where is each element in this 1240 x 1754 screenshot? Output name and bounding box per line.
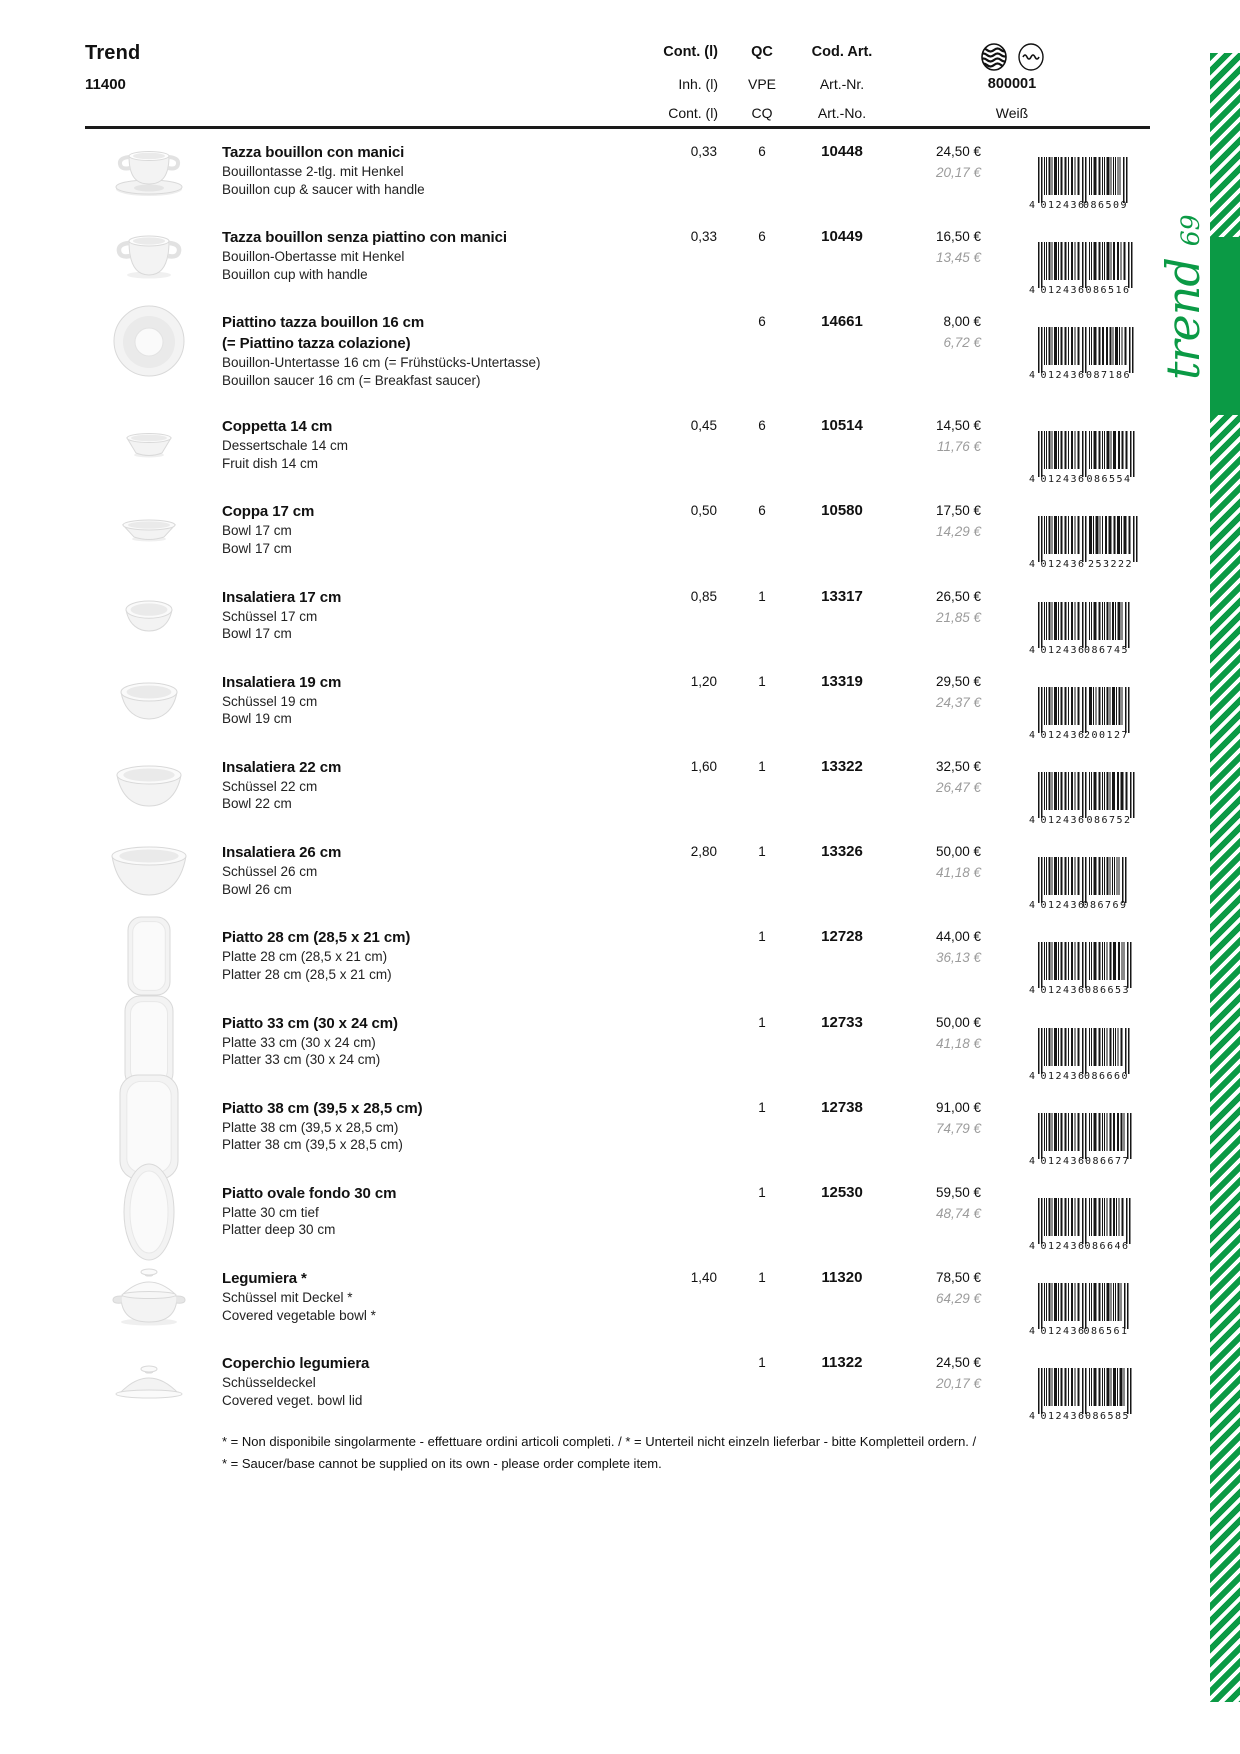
product-desc-de: Platte 38 cm (39,5 x 28,5 cm) xyxy=(222,1119,399,1135)
product-row xyxy=(0,1353,1240,1433)
salad-bowl-26-image xyxy=(85,838,212,904)
article-number-value: 12733 xyxy=(821,1013,863,1031)
price-eur: 17,50 € xyxy=(935,503,981,519)
column-header-qc-en: CQ xyxy=(751,105,773,121)
ean-barcode xyxy=(1028,941,1146,1000)
column-header-qc-de: VPE xyxy=(747,76,776,92)
product-desc-de: Bowl 17 cm xyxy=(222,523,292,539)
product-desc-en: Bouillon saucer 16 cm (= Breakfast saucer) xyxy=(222,372,481,388)
product-desc-en: Platter 28 cm (28,5 x 21 cm) xyxy=(222,966,392,982)
svg-text:4: 4 xyxy=(1028,285,1035,296)
price-alt-eur: 11,76 € xyxy=(936,439,981,455)
article-number-value: 14661 xyxy=(821,313,863,331)
salad-bowl-17-image xyxy=(85,583,212,649)
product-name: Tazza bouillon con manici xyxy=(222,144,405,161)
price-eur: 29,50 € xyxy=(935,673,981,689)
price-alt-eur: 13,45 € xyxy=(935,250,981,266)
svg-text:4: 4 xyxy=(1028,644,1035,655)
svg-text:012436: 012436 xyxy=(1040,985,1086,996)
product-row xyxy=(0,312,1240,392)
pack-quantity-value: 1 xyxy=(758,1355,766,1371)
product-desc-en: Bowl 19 cm xyxy=(222,711,292,727)
product-row xyxy=(0,672,1240,752)
price-alt-eur: 21,85 € xyxy=(935,609,981,625)
column-header-cod-en: Art.-No. xyxy=(817,105,867,121)
footnote xyxy=(222,1431,976,1475)
product-desc-de: Schüsseldeckel xyxy=(222,1375,316,1391)
product-name: Piatto 38 cm (39,5 x 28,5 cm) xyxy=(222,1099,423,1117)
product-desc-de: Schüssel 17 cm xyxy=(222,608,318,624)
product-desc-en: Bowl 26 cm xyxy=(222,881,292,897)
footnote-line-1: * = Non disponibile singolarmente - effettuare ordini articoli completi. / * = Unterteil nicht einzeln lieferbar - bitte Kompletteil ordern. / xyxy=(222,1434,977,1449)
price-eur: 16,50 € xyxy=(935,229,981,245)
product-desc-en: Bowl 17 cm xyxy=(222,626,292,641)
svg-text:012436: 012436 xyxy=(1040,644,1086,655)
svg-text:4: 4 xyxy=(1028,370,1035,381)
svg-text:086660: 086660 xyxy=(1083,1070,1130,1081)
sidebar-stripes-bottom xyxy=(1210,415,1240,1702)
price-alt-eur: 20,17 € xyxy=(935,1376,981,1392)
price-eur: 32,50 € xyxy=(935,758,981,774)
sidebar-series-label xyxy=(1156,214,1210,380)
svg-text:253222: 253222 xyxy=(1087,559,1134,570)
product-name: Insalatiera 19 cm xyxy=(222,673,342,691)
article-number-value: 12738 xyxy=(821,1098,863,1116)
svg-text:012436: 012436 xyxy=(1040,285,1086,296)
ean-barcode xyxy=(1028,156,1146,215)
price-alt-eur: 48,74 € xyxy=(935,1205,981,1221)
svg-text:4: 4 xyxy=(1028,814,1035,825)
svg-text:086585: 086585 xyxy=(1084,1411,1131,1422)
price-alt-eur: 74,79 € xyxy=(935,1120,981,1136)
pack-quantity-value: 6 xyxy=(758,314,766,330)
svg-text:4: 4 xyxy=(1028,1326,1035,1337)
price-eur: 78,50 € xyxy=(935,1270,981,1286)
color-name: Weiß xyxy=(995,105,1029,121)
product-row xyxy=(0,587,1240,667)
product-desc-de: Schüssel mit Deckel * xyxy=(222,1290,353,1306)
sidebar-stripes-top xyxy=(1210,53,1240,237)
pack-quantity-value: 1 xyxy=(758,758,766,774)
oval-platter-image xyxy=(85,1179,212,1245)
content-litres-value: 1,20 xyxy=(690,673,717,689)
pack-quantity-value: 6 xyxy=(758,503,766,519)
ean-barcode xyxy=(1028,1027,1146,1086)
product-desc-de: Bouillontasse 2-tlg. mit Henkel xyxy=(222,164,404,179)
product-desc-en: Fruit dish 14 cm xyxy=(222,455,319,471)
sidebar-page-number: 69 xyxy=(1176,214,1205,247)
price-alt-eur: 14,29 € xyxy=(935,524,981,540)
ean-barcode xyxy=(1028,601,1146,660)
product-name: Piatto 33 cm (30 x 24 cm) xyxy=(222,1014,398,1032)
product-desc-en: Bouillon cup & saucer with handle xyxy=(222,181,425,197)
svg-text:086516: 086516 xyxy=(1085,285,1131,296)
svg-text:200127: 200127 xyxy=(1083,729,1130,740)
vegetable-bowl-lid-image xyxy=(85,1349,212,1415)
price-alt-eur: 20,17 € xyxy=(935,165,981,180)
content-litres-value: 2,80 xyxy=(690,844,717,860)
svg-text:4: 4 xyxy=(1028,1070,1035,1081)
content-litres-value: 0,50 xyxy=(690,503,717,519)
product-desc-de: Schüssel 26 cm xyxy=(222,864,318,880)
product-row xyxy=(0,142,1240,222)
ean-barcode xyxy=(1028,771,1146,830)
footnote-line-2: * = Saucer/base cannot be supplied on its own - please order complete item. xyxy=(222,1456,662,1471)
pack-quantity-value: 1 xyxy=(758,844,766,860)
product-desc-de: Dessertschale 14 cm xyxy=(222,438,349,454)
svg-text:012436: 012436 xyxy=(1040,1155,1086,1166)
article-number-value: 13326 xyxy=(821,843,863,861)
price-eur: 44,00 € xyxy=(935,929,981,945)
product-desc-de: Schüssel 22 cm xyxy=(222,778,318,794)
sidebar-series-name: trend xyxy=(1156,258,1210,380)
pack-quantity-value: 6 xyxy=(758,229,766,245)
price-eur: 24,50 € xyxy=(935,1355,981,1371)
product-desc-en: Bowl 17 cm xyxy=(222,540,292,556)
column-header-cont-de: Inh. (l) xyxy=(678,76,718,92)
product-desc-en: Covered veget. bowl lid xyxy=(222,1392,363,1408)
product-row xyxy=(0,1098,1240,1178)
price-eur: 8,00 € xyxy=(943,314,981,330)
content-litres-value: 0,85 xyxy=(690,588,717,604)
article-number-value: 10448 xyxy=(821,143,863,160)
svg-text:012436: 012436 xyxy=(1040,814,1086,825)
product-desc-de: Bouillon-Untertasse 16 cm (= Frühstücks-Untertasse) xyxy=(222,355,541,371)
product-name: Coppetta 14 cm xyxy=(222,418,333,436)
price-alt-eur: 64,29 € xyxy=(935,1291,981,1307)
product-name: Piatto ovale fondo 30 cm xyxy=(222,1184,397,1202)
product-row xyxy=(0,1013,1240,1093)
article-number-value: 13319 xyxy=(821,672,863,690)
product-row xyxy=(0,501,1240,581)
product-desc-de: Platte 28 cm (28,5 x 21 cm) xyxy=(222,949,388,965)
product-desc-en: Platter 38 cm (39,5 x 28,5 cm) xyxy=(222,1137,403,1153)
product-desc-de: Bouillon-Obertasse mit Henkel xyxy=(222,249,405,265)
svg-text:4: 4 xyxy=(1028,729,1035,740)
price-alt-eur: 36,13 € xyxy=(935,950,981,966)
product-name: Legumiera * xyxy=(222,1270,307,1288)
svg-text:012436: 012436 xyxy=(1040,729,1086,740)
price-eur: 50,00 € xyxy=(935,844,981,860)
svg-text:4: 4 xyxy=(1028,559,1035,570)
svg-text:012436: 012436 xyxy=(1040,1240,1086,1251)
price-alt-eur: 41,18 € xyxy=(935,1035,981,1051)
article-number-value: 10580 xyxy=(821,502,863,520)
content-litres-value: 0,45 xyxy=(690,418,717,434)
column-header-cont-it: Cont. (l) xyxy=(663,44,718,60)
platter-38-image xyxy=(85,1094,212,1160)
price-alt-eur: 24,37 € xyxy=(935,694,981,710)
pack-quantity-value: 1 xyxy=(758,588,766,604)
article-number-value: 11320 xyxy=(821,1269,863,1287)
price-eur: 91,00 € xyxy=(935,1099,981,1115)
ean-barcode xyxy=(1028,515,1146,574)
ean-barcode xyxy=(1028,430,1146,489)
ean-barcode xyxy=(1028,856,1146,915)
product-desc-de: Platte 30 cm tief xyxy=(222,1204,319,1220)
content-litres-value: 0,33 xyxy=(690,229,717,245)
product-desc-de: Platte 33 cm (30 x 24 cm) xyxy=(222,1034,376,1050)
page-title: Trend xyxy=(85,42,141,64)
price-alt-eur: 41,18 € xyxy=(935,865,981,881)
ean-barcode xyxy=(1028,1367,1146,1426)
price-alt-eur: 26,47 € xyxy=(935,779,981,795)
product-desc-de: Schüssel 19 cm xyxy=(222,693,318,709)
svg-text:4: 4 xyxy=(1028,985,1035,996)
article-number-value: 10449 xyxy=(821,228,863,246)
product-row xyxy=(0,227,1240,307)
dishwasher-safe-icon xyxy=(980,42,1008,72)
bouillon-cup-with-saucer-image xyxy=(85,138,212,204)
product-name: Insalatiera 22 cm xyxy=(222,758,342,776)
svg-text:4: 4 xyxy=(1028,1155,1035,1166)
series-number: 11400 xyxy=(85,76,126,93)
pack-quantity-value: 1 xyxy=(758,929,766,945)
price-eur: 59,50 € xyxy=(935,1184,981,1200)
product-name: Piatto 28 cm (28,5 x 21 cm) xyxy=(222,929,411,947)
sidebar-solid-block xyxy=(1210,237,1240,415)
price-eur: 26,50 € xyxy=(935,588,981,604)
ean-barcode xyxy=(1028,1112,1146,1171)
pack-quantity-value: 1 xyxy=(758,1099,766,1115)
content-litres-value: 0,33 xyxy=(690,144,717,159)
svg-text:086769: 086769 xyxy=(1082,900,1128,911)
svg-text:086745: 086745 xyxy=(1083,644,1130,655)
product-name: Insalatiera 17 cm xyxy=(222,588,342,606)
bouillon-cup-image xyxy=(85,223,212,289)
product-row xyxy=(0,1183,1240,1263)
suitability-icons xyxy=(947,42,1077,72)
product-name: Piattino tazza bouillon 16 cm xyxy=(222,314,425,332)
column-header-qc-it: QC xyxy=(751,44,773,60)
product-name: Coppa 17 cm xyxy=(222,503,315,521)
product-row xyxy=(0,416,1240,496)
product-name: Tazza bouillon senza piattino con manici xyxy=(222,229,507,247)
covered-vegetable-bowl-image xyxy=(85,1264,212,1330)
svg-text:086646: 086646 xyxy=(1084,1240,1130,1251)
product-row xyxy=(0,757,1240,837)
svg-text:012436: 012436 xyxy=(1040,559,1086,570)
column-header-cod-de: Art.-Nr. xyxy=(819,76,865,92)
svg-text:086653: 086653 xyxy=(1084,985,1131,996)
product-row xyxy=(0,1268,1240,1348)
article-number-value: 11322 xyxy=(821,1354,863,1372)
product-desc-en: Platter deep 30 cm xyxy=(222,1222,336,1238)
product-name: Coperchio legumiera xyxy=(222,1355,370,1373)
svg-text:012436: 012436 xyxy=(1040,474,1086,485)
svg-text:086677: 086677 xyxy=(1084,1155,1131,1166)
pack-quantity-value: 1 xyxy=(758,673,766,689)
column-header-cod-it: Cod. Art. xyxy=(811,44,873,60)
svg-text:4: 4 xyxy=(1028,1240,1035,1251)
price-eur: 50,00 € xyxy=(935,1014,981,1030)
svg-text:4: 4 xyxy=(1028,1411,1035,1422)
price-eur: 24,50 € xyxy=(935,144,981,159)
product-name: Insalatiera 26 cm xyxy=(222,844,342,862)
microwave-safe-icon xyxy=(1017,42,1045,72)
svg-text:4: 4 xyxy=(1028,474,1035,485)
color-code: 800001 xyxy=(987,76,1037,92)
article-number-value: 10514 xyxy=(821,417,863,435)
content-litres-value: 1,60 xyxy=(690,758,717,774)
article-number-value: 13322 xyxy=(821,757,863,775)
ean-barcode xyxy=(1028,326,1146,385)
price-alt-eur: 6,72 € xyxy=(943,335,981,351)
pack-quantity-value: 1 xyxy=(758,1270,766,1286)
article-number-value: 12530 xyxy=(821,1183,863,1201)
svg-text:012436: 012436 xyxy=(1040,1326,1086,1337)
price-eur: 14,50 € xyxy=(935,418,981,434)
product-row xyxy=(0,842,1240,922)
platter-28-image xyxy=(85,923,212,989)
bowl-flat-image xyxy=(85,497,212,563)
svg-text:086561: 086561 xyxy=(1083,1326,1129,1337)
ean-barcode xyxy=(1028,1282,1146,1341)
salad-bowl-22-image xyxy=(85,753,212,819)
platter-33-image xyxy=(85,1009,212,1075)
svg-text:012436: 012436 xyxy=(1040,900,1086,911)
product-desc-en: Covered vegetable bowl * xyxy=(222,1307,376,1323)
article-number-value: 12728 xyxy=(821,928,863,946)
header-divider xyxy=(85,126,1150,129)
product-row xyxy=(0,927,1240,1007)
pack-quantity-value: 6 xyxy=(758,418,766,434)
svg-text:012436: 012436 xyxy=(1040,200,1086,210)
column-header-cont-en: Cont. (l) xyxy=(668,105,718,121)
ean-barcode xyxy=(1028,686,1146,745)
product-desc-en: Platter 33 cm (30 x 24 cm) xyxy=(222,1052,381,1067)
saucer-image xyxy=(85,308,212,374)
content-litres-value: 1,40 xyxy=(690,1270,717,1286)
svg-text:012436: 012436 xyxy=(1040,1411,1086,1422)
product-desc-en: Bouillon cup with handle xyxy=(222,266,368,282)
salad-bowl-19-image xyxy=(85,668,212,734)
pack-quantity-value: 6 xyxy=(758,144,766,159)
svg-text:086509: 086509 xyxy=(1082,200,1129,210)
svg-text:4: 4 xyxy=(1028,200,1035,210)
ean-barcode xyxy=(1028,1197,1146,1256)
svg-text:012436: 012436 xyxy=(1040,1070,1086,1081)
product-name-alt: (= Piattino tazza colazione) xyxy=(222,335,411,353)
ean-barcode xyxy=(1028,241,1146,300)
svg-text:086752: 086752 xyxy=(1086,814,1132,825)
svg-text:4: 4 xyxy=(1028,900,1035,911)
pack-quantity-value: 1 xyxy=(758,1014,766,1030)
product-desc-en: Bowl 22 cm xyxy=(222,796,292,812)
svg-text:012436: 012436 xyxy=(1040,370,1086,381)
fruit-dish-image xyxy=(85,412,212,478)
article-number-value: 13317 xyxy=(821,587,863,605)
svg-text:086554: 086554 xyxy=(1086,474,1132,485)
pack-quantity-value: 1 xyxy=(758,1184,766,1200)
svg-text:087186: 087186 xyxy=(1085,370,1132,381)
